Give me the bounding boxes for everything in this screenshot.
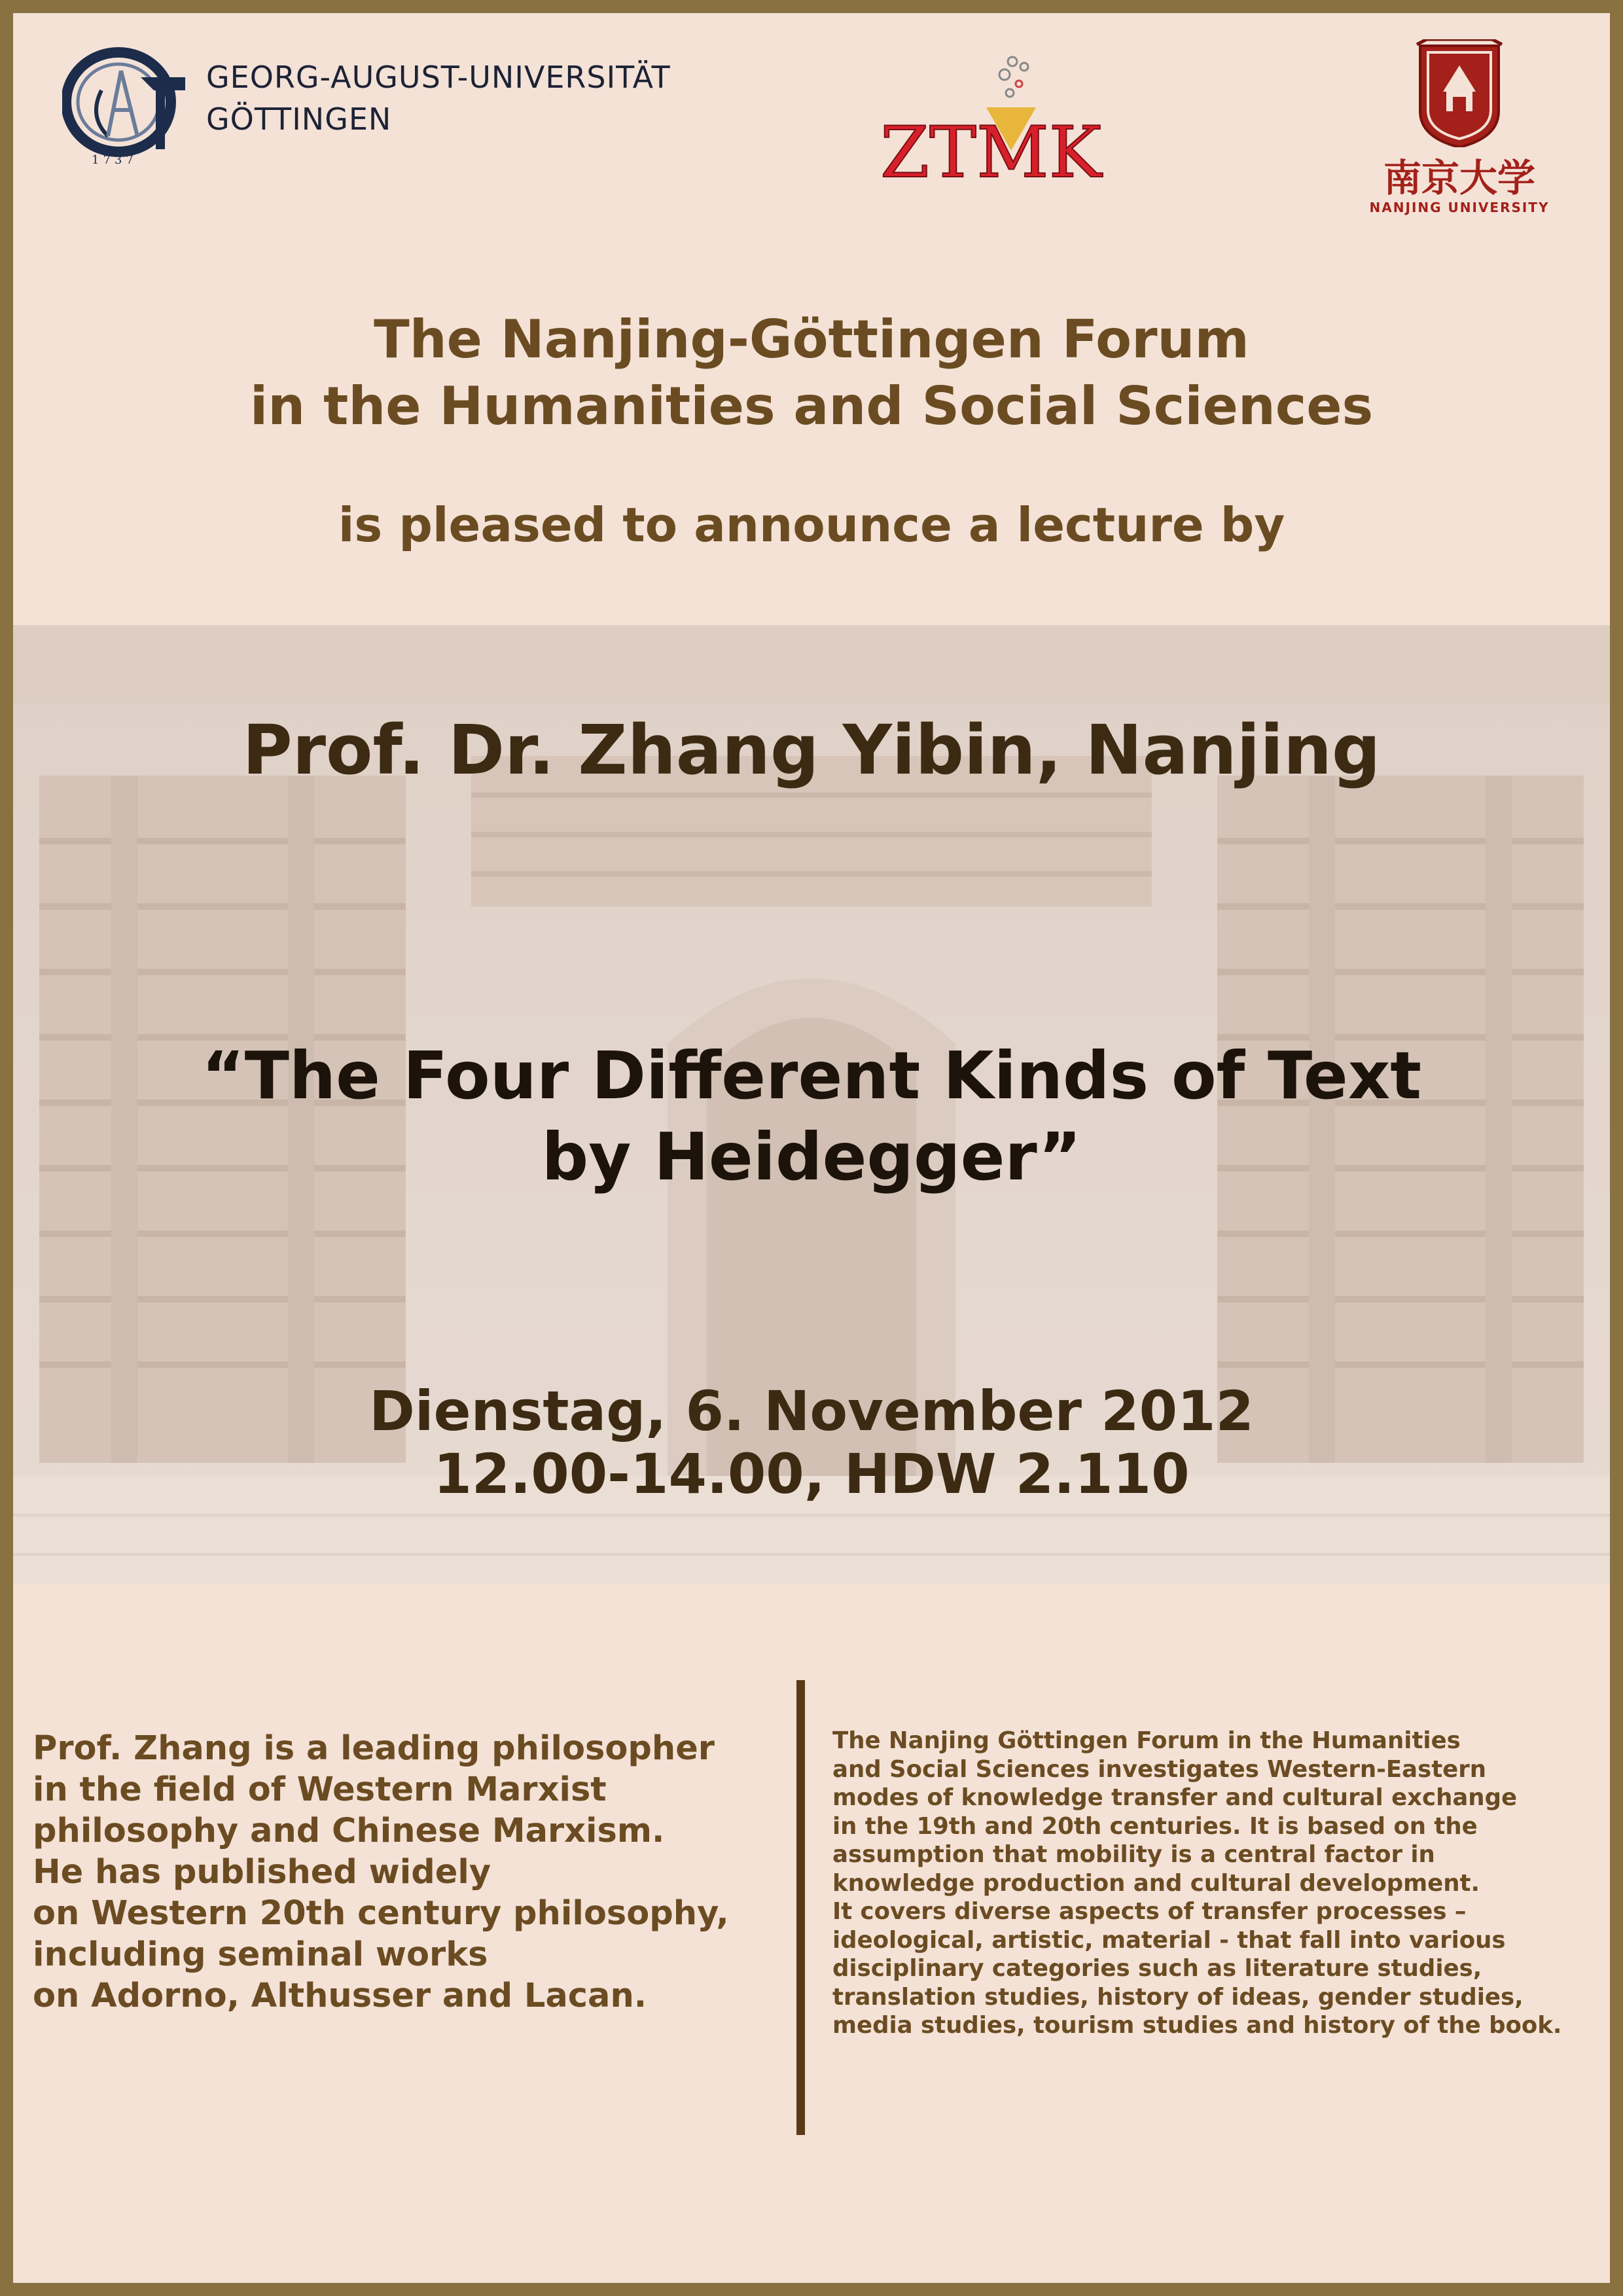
goettingen-logo [62,45,684,169]
speaker-bio: Prof. Zhang is a leading philosopher in the field of Western Marxist philosophy and Chinese Marxism. He has published widely on Western 20th century philosophy, including seminal works on Adorno, Althusser and Lacan. [33,1729,729,2015]
seal-year: 1737 [92,153,137,167]
speaker-name: Prof. Dr. Zhang Yibin, Nanjing [242,710,1381,790]
forum-description: The Nanjing Göttingen Forum in the Humanities and Social Sciences investigates Western-Eastern modes of knowledge transfer and cultural exchange in the 19th and 20th centuries. It is based on the assumption that mobility is a central factor in knowledge production and cultural development. It covers diverse aspects of transfer processes – ideological, artistic, material - that fall into various disciplinary categories such as literature studies, translation studies, history of ideas, gender studies, media studies, tourism studies and history of the book. [832,1727,1562,2039]
column-divider [796,1680,805,2135]
announcement-subtitle: is pleased to announce a lecture by [338,497,1285,552]
ztmk-text: ZTMK [880,112,1102,190]
goettingen-university-name: GEORG-AUGUST-UNIVERSITÄT GÖTTINGEN [206,60,671,137]
goettingen-seal-icon [62,45,193,169]
ztmk-logo [874,52,1109,190]
nanjing-logo [1355,39,1564,223]
lecture-date-time: Dienstag, 6. November 2012 12.00-14.00, HDW 2.110 [369,1379,1254,1506]
nanjing-english-name: NANJING UNIVERSITY [1369,200,1550,215]
lecture-title: “The Four Different Kinds of Text by Heidegger” [201,1037,1422,1195]
forum-title: The Nanjing-Göttingen Forum in the Humanities and Social Sciences [249,309,1374,437]
ztmk-logo-icon [874,52,1109,190]
nanjing-chinese-name: 南京大学 [1383,156,1535,200]
nanjing-shield-icon [1355,39,1564,147]
